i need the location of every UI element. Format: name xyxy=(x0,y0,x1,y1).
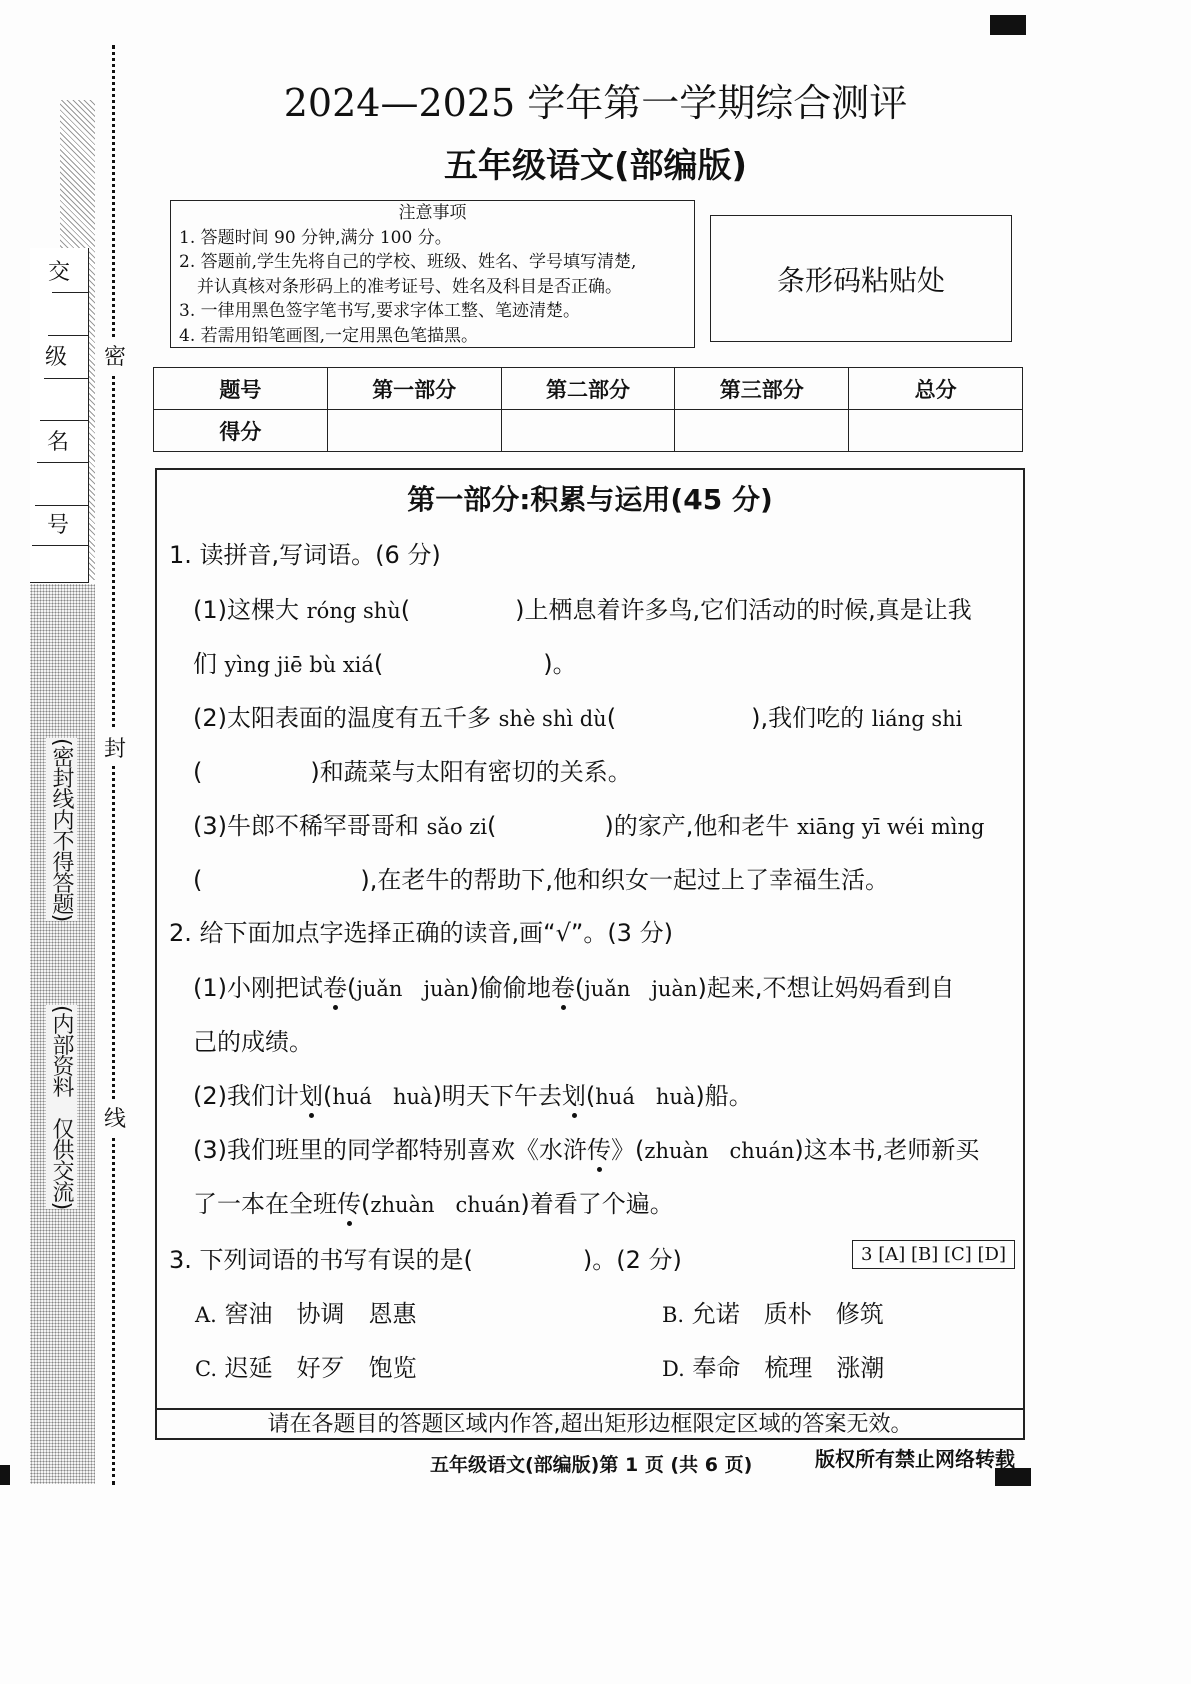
class-label: 级 xyxy=(45,345,68,370)
section-title: 第一部分:积累与运用(45 分) xyxy=(407,483,773,516)
copyright-notice: 版权所有禁止网络转载 xyxy=(815,1447,1015,1471)
q2-title: 2. 给下面加点字选择正确的读音,画“√”。(3 分) xyxy=(169,919,673,947)
notes-title: 注意事项 xyxy=(398,203,467,223)
school-label: 交 xyxy=(48,260,71,285)
q1-line: ( ),在老牛的帮助下,他和织女一起过上了幸福生活。 xyxy=(193,866,889,894)
score-cell xyxy=(501,410,675,452)
notes-box xyxy=(170,200,695,348)
q2-line: (1)小刚把试卷(juǎn juàn)偷偷地卷(juǎn juàn)起来,不想让妈妈看到自 xyxy=(193,974,955,1002)
answer-area-warning: 请在各题目的答题区域内作答,超出矩形边框限定区域的答案无效。 xyxy=(157,1408,1023,1442)
corner-mark-top-right xyxy=(990,15,1026,35)
id-label: 号 xyxy=(47,513,70,538)
q1-line: ( )和蔬菜与太阳有密切的关系。 xyxy=(193,758,632,786)
score-cell xyxy=(849,410,1023,452)
internal-notice: (内部资料 仅供交流) xyxy=(46,1005,77,1209)
q2-line: (2)我们计划(huá huà)明天下午去划(huá huà)船。 xyxy=(193,1082,753,1110)
score-table xyxy=(153,367,1023,452)
score-header: 题号 xyxy=(154,368,328,410)
note-item: 1. 答题时间 90 分钟,满分 100 分。 xyxy=(179,227,452,248)
q1-line: (3)牛郎不稀罕哥哥和 sǎo zi( )的家产,他和老牛 xiāng yī wéi mìng xyxy=(193,812,985,840)
q2-line: 了一本在全班传(zhuàn chuán)着看了个遍。 xyxy=(193,1190,674,1218)
score-cell xyxy=(675,410,849,452)
q2-line: 己的成绩。 xyxy=(193,1028,313,1056)
note-item: 并认真核对条形码上的准考证号、姓名及科目是否正确。 xyxy=(197,276,622,297)
exam-subtitle: 五年级语文(部编版) xyxy=(443,146,748,186)
q3-option-d: D. 奉命 梳理 涨潮 xyxy=(662,1354,885,1382)
score-header: 第二部分 xyxy=(501,368,675,410)
q1-line: (2)太阳表面的温度有五千多 shè shì dù( ),我们吃的 liáng shi xyxy=(193,704,963,732)
exam-title: 2024—2025 学年第一学期综合测评 xyxy=(283,81,908,125)
score-header: 第三部分 xyxy=(675,368,849,410)
answer-choice-box[interactable]: 3 [A] [B] [C] [D] xyxy=(852,1240,1015,1269)
answer-area xyxy=(155,468,1025,1440)
q1-line: (1)这棵大 róng shù( )上栖息着许多鸟,它们活动的时候,真是让我 xyxy=(193,596,972,624)
seal-line xyxy=(112,45,115,1485)
page-footer: 五年级语文(部编版)第 1 页 (共 6 页) xyxy=(430,1454,753,1476)
corner-mark-bottom-left xyxy=(0,1465,10,1485)
note-item: 2. 答题前,学生先将自己的学校、班级、姓名、学号填写清楚, xyxy=(179,252,637,272)
q2-line: (3)我们班里的同学都特别喜欢《水浒传》(zhuàn chuán)这本书,老师新买 xyxy=(193,1136,980,1164)
note-item: 3. 一律用黑色签字笔书写,要求字体工整、笔迹清楚。 xyxy=(179,301,581,321)
score-header: 第一部分 xyxy=(327,368,501,410)
no-answer-notice: (密封线内不得答题) xyxy=(46,738,77,921)
q3-option-c: C. 迟延 好歹 饱览 xyxy=(195,1354,417,1382)
seal-label-feng: 封 xyxy=(104,730,126,765)
seal-label-mi: 密 xyxy=(104,338,126,373)
q3-option-a: A. 窖油 协调 恩惠 xyxy=(195,1300,417,1328)
score-row-label: 得分 xyxy=(154,410,328,452)
score-header: 总分 xyxy=(849,368,1023,410)
name-label: 名 xyxy=(47,430,70,455)
seal-label-xian: 线 xyxy=(104,1100,126,1135)
barcode-area: 条形码粘贴处 xyxy=(710,215,1012,342)
score-cell xyxy=(327,410,501,452)
note-item: 4. 若需用铅笔画图,一定用黑色笔描黑。 xyxy=(179,325,479,346)
q1-line: 们 yìng jiē bù xiá( )。 xyxy=(193,650,577,678)
q3-option-b: B. 允诺 质朴 修筑 xyxy=(662,1300,884,1328)
q1-title: 1. 读拼音,写词语。(6 分) xyxy=(169,541,441,569)
q3-title: 3. 下列词语的书写有误的是( )。(2 分) xyxy=(169,1246,682,1274)
